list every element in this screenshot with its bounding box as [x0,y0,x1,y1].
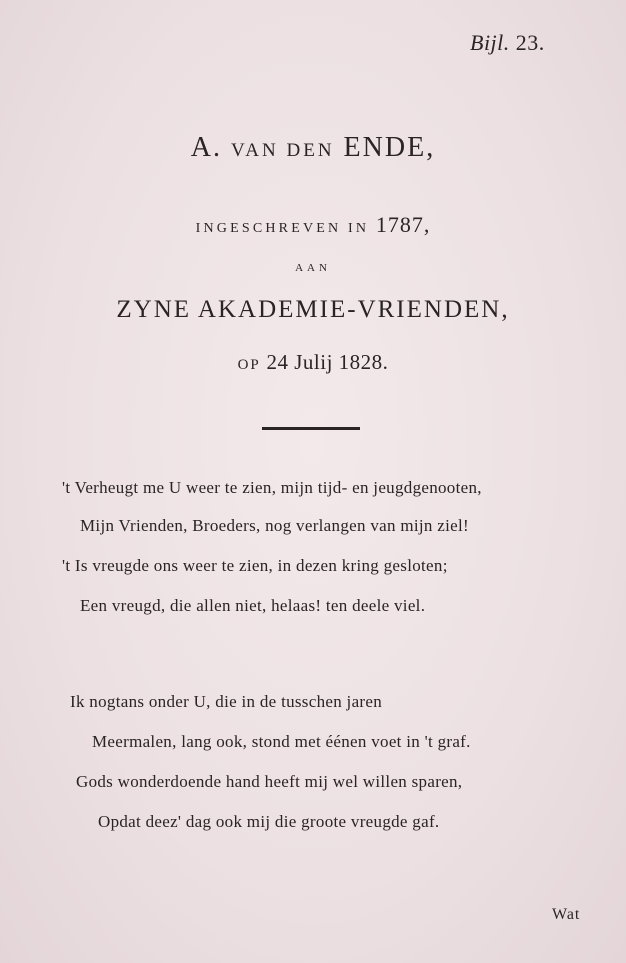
divider-rule [262,427,360,430]
page-ref-number: 23. [515,30,545,55]
poem-line: Ik nogtans onder U, die in de tusschen jaren [70,692,383,711]
inscribed-year: 1787, [375,212,431,237]
poem-line: 't Verheugt me U weer te zien, mijn tijd- en jeugdgenooten, [62,478,482,497]
date-prefix: OP [237,357,261,373]
bleed-through [175,4,180,27]
poem-line: 't Is vreugde ons weer te zien, in dezen kring gesloten; [62,556,448,575]
date-line [0,350,626,375]
poem-line: Mijn Vrienden, Broeders, nog verlangen van mijn ziel! [80,516,469,535]
poem-line: Een vreugd, die allen niet, helaas! ten deele viel. [80,596,426,615]
catchword: Wat [552,906,581,923]
page-reference [470,30,545,56]
inscribed-text: INGESCHREVEN IN [195,221,370,236]
inscribed-line [0,212,626,238]
date-text: 24 Julij 1828. [266,350,389,374]
page-ref-prefix: Bijl. [470,30,510,55]
poem-line: Meermalen, lang ook, stond met éénen voet in 't graf. [92,732,471,751]
recipient-line: ZYNE AKADEMIE-VRIENDEN, [116,296,510,323]
author-initial: A. [190,132,223,163]
author-surname: ENDE, [343,132,436,163]
to-line: AAN [295,262,331,274]
author-line [0,132,626,164]
poem-line: Gods wonderdoende hand heeft mij wel willen sparen, [76,772,463,791]
author-middle: VAN DEN [231,140,335,161]
poem-line: Opdat deez' dag ook mij die groote vreugde gaf. [98,812,440,831]
